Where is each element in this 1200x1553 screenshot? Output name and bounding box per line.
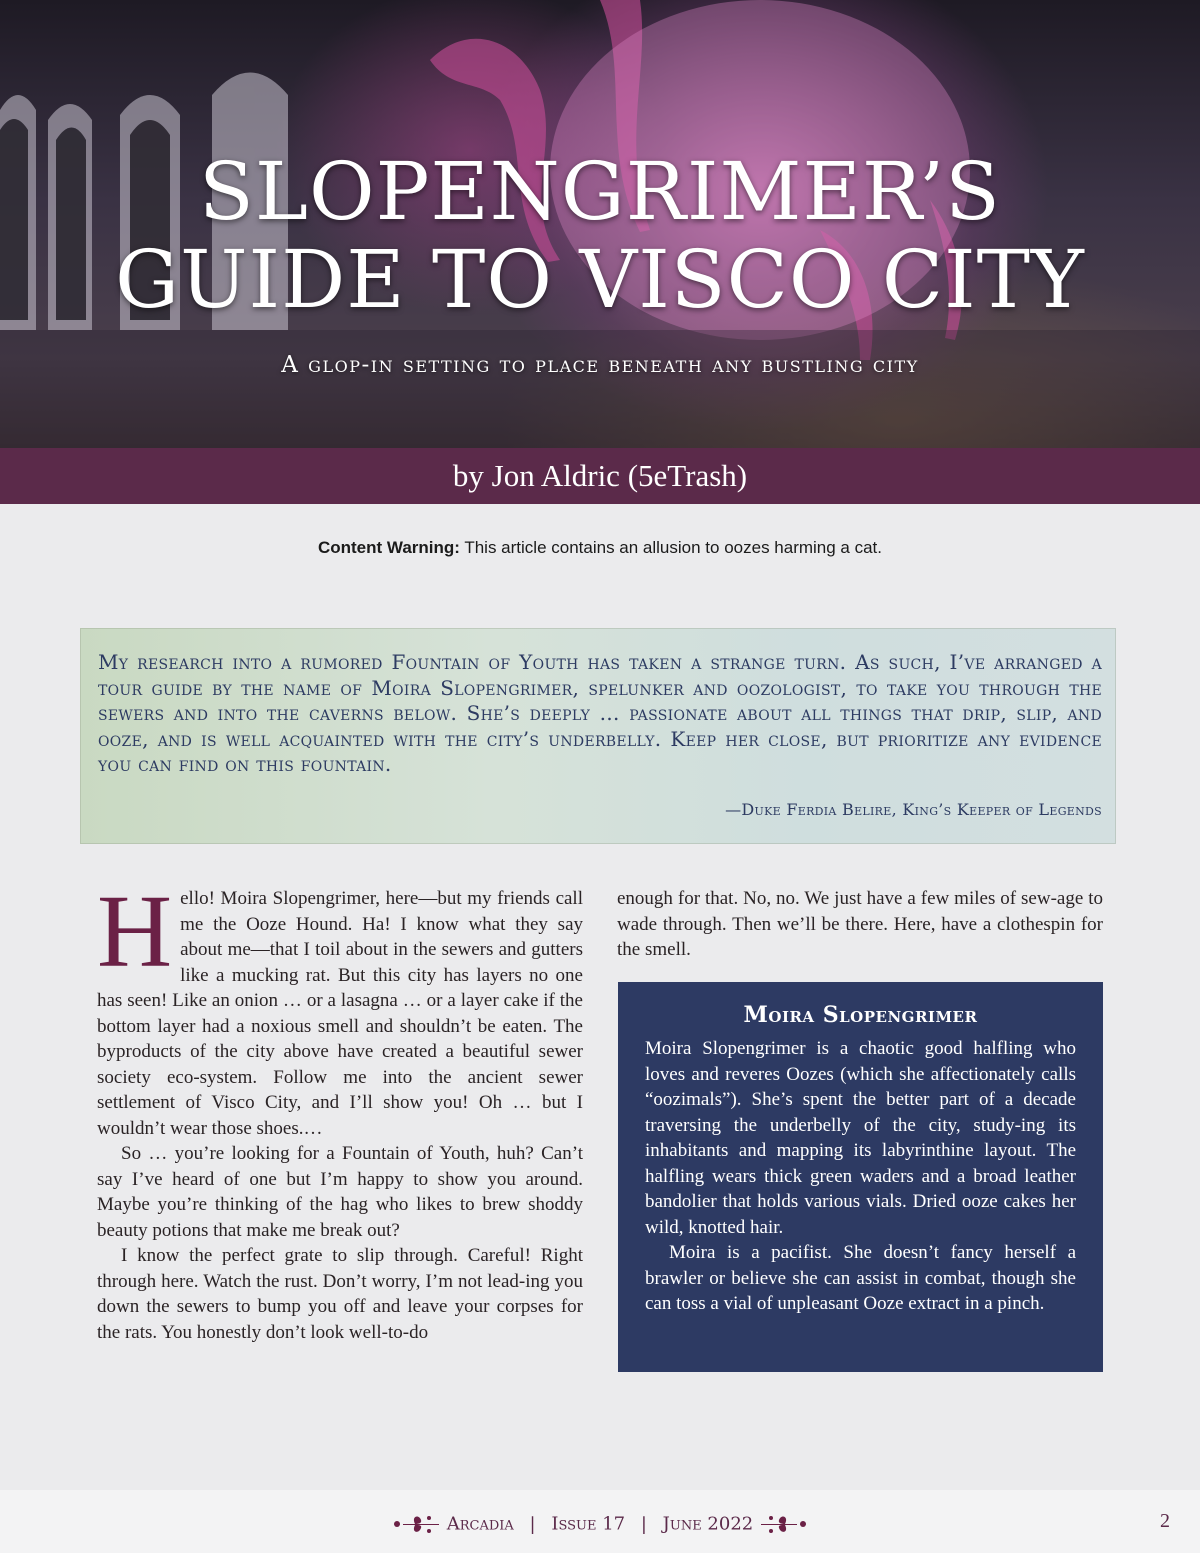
footer-date: June 2022: [662, 1513, 754, 1535]
footer-separator: |: [640, 1513, 647, 1535]
article-subtitle: A glop-in setting to place beneath any bustling city: [281, 352, 919, 378]
article-column-left: [97, 874, 583, 1345]
epigraph-quote-box: [80, 628, 1116, 844]
sidebar-paragraph: Moira Slopengrimer is a chaotic good halfling who loves and reveres Oozes (which she affectionately calls “oozimals”). She’s spent the better part of a decade traversing the underbelly of the city, study-ing its inhabitants and mapping its labyrinthine layout. The halfling wears thick green waders and a broad leather bandolier that holds various vials. Dried ooze cakes her wild, knotted hair.: [645, 1038, 1076, 1238]
footer-magazine: Arcadia: [446, 1513, 514, 1535]
title-line-2: GUIDE TO VISCO CITY: [115, 233, 1085, 326]
flourish-right-icon: [759, 1512, 811, 1536]
content-warning-label: Content Warning:: [317, 538, 460, 557]
header-banner: [0, 0, 1200, 448]
paragraph-text: ello! Moira Slopengrimer, here—but my friends call me the Ooze Hound. Ha! I know what they say about me—that I toil about in the sewers and gutters like a mucking rat. But this city has layers no one has seen! Like an onion … or a lasagna … or a layer cake if the bottom layer had a noxious smell and shouldn’t be eaten. The byproducts of the city above have created a beautiful sewer society eco-system. Follow me into the ancient sewer settlement of Visco City, and I’ll show you! Oh … but I wouldn’t wear those shoes.…: [97, 888, 583, 1139]
content-warning-text: This article contains an allusion to oozes harming a cat.: [464, 538, 883, 557]
article-paragraph: [97, 874, 583, 1141]
epigraph-attribution: —Duke Ferdia Belire, King’s Keeper of Legends: [725, 800, 1102, 819]
epigraph-text: My research into a rumored Fountain of Youth has taken a strange turn. As such, I’ve arranged a tour guide by the name of Moira Slopengrimer, spelunker and oozologist, to take you through the sewers and into the caverns below. She’s deeply … passionate about all things that drip, slip, and ooze, and is well acquainted with the city’s underbelly. Keep her close, but prioritize any evidence you can find on this fountain.: [98, 650, 1102, 776]
sidebar-title: Moira Slopengrimer: [743, 1002, 978, 1028]
article-paragraph: So … you’re looking for a Fountain of Youth, huh? Can’t say I’ve heard of one but I’m happy to show you around. Maybe you’re thinking of the hag who likes to brew shoddy beauty potions that make me break out?: [97, 1143, 583, 1241]
content-warning: [0, 538, 1200, 558]
byline-bar: [0, 448, 1200, 504]
footer-issue: Issue 17: [551, 1513, 626, 1535]
page-number: 2: [1160, 1510, 1170, 1532]
page-footer: [0, 1490, 1200, 1553]
article-title: [0, 145, 1200, 326]
article-paragraph: I know the perfect grate to slip through. Careful! Right through here. Watch the rust. Don’t worry, I’m not lead-ing you down the sewers to bump you off and leave your corpses for the rats. You honestly don’t look well-to-do: [97, 1245, 583, 1343]
byline: by Jon Aldric (5eTrash): [452, 458, 748, 493]
character-sidebar: [618, 982, 1103, 1372]
footer-separator: |: [529, 1513, 536, 1535]
flourish-left-icon: [389, 1512, 441, 1536]
footer-masthead: [0, 1512, 1200, 1536]
article-paragraph: enough for that. No, no. We just have a few miles of sew-age to wade through. Then we’ll be there. Here, have a clothespin for the smell.: [617, 888, 1103, 960]
article-column-right: [617, 886, 1103, 963]
sidebar-paragraph: Moira is a pacifist. She doesn’t fancy herself a brawler or believe she can assist in combat, though she can toss a vial of unpleasant Ooze extract in a pinch.: [645, 1242, 1076, 1314]
title-line-1: SLOPENGRIMER’S: [199, 145, 1001, 238]
drop-cap: H: [97, 874, 173, 989]
